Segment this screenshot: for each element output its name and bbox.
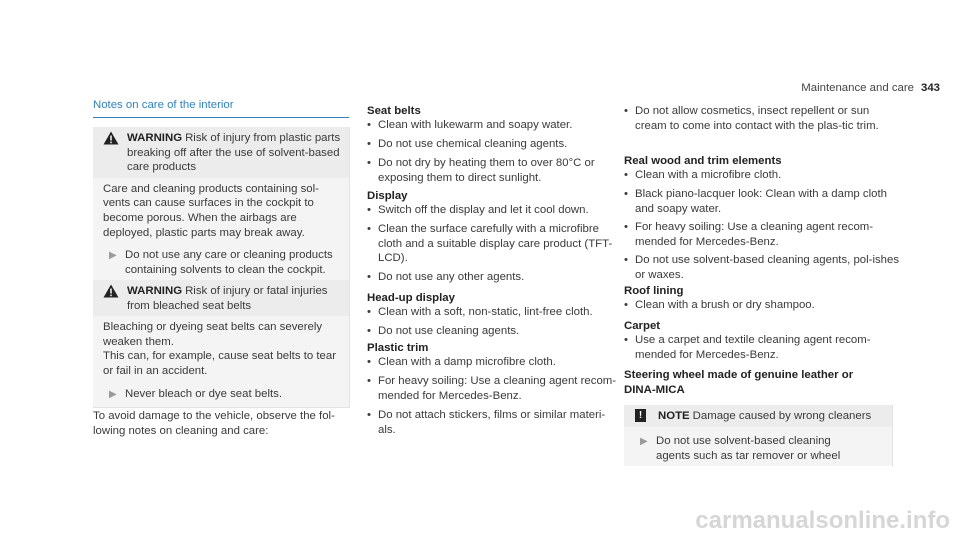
bullet-icon: • — [367, 271, 371, 283]
section-rule — [93, 117, 349, 118]
list-item — [367, 118, 618, 133]
warning-triangle-icon — [103, 131, 119, 145]
list-item — [624, 104, 903, 133]
section-title — [93, 98, 349, 115]
warning-label: WARNING — [127, 132, 183, 144]
list-item-text: Use a carpet and textile cleaning agent recom-mended for Mercedes-Benz. — [635, 334, 871, 361]
warning-text: Risk of injury or fatal injuries from bleached seat belts — [127, 285, 328, 312]
bullet-icon: • — [367, 223, 371, 235]
section-name: Maintenance and care — [801, 82, 914, 94]
list-item-text: Clean with a damp microfibre cloth. — [378, 356, 556, 368]
list-item — [367, 355, 618, 370]
bullet-icon: • — [367, 306, 371, 318]
list-item-text: Clean with lukewarm and soapy water. — [378, 119, 573, 131]
warning-explanation: Care and cleaning products containing sol-vents can cause surfaces in the cockpit to become porous. When the airbags are deployed, plastic parts may break away. — [103, 182, 319, 239]
warning-header — [93, 127, 349, 178]
list-item — [367, 324, 618, 339]
page-header — [760, 81, 940, 96]
heading-carpet: Carpet — [624, 320, 661, 332]
list-item — [624, 187, 903, 216]
warning-box-seat-belts — [93, 280, 350, 408]
warning-body — [93, 178, 349, 284]
list-item-text: For heavy soiling: Use a cleaning agent recom-mended for Mercedes-Benz. — [635, 221, 874, 248]
bullet-icon: • — [367, 119, 371, 131]
bullet-icon: • — [367, 356, 371, 368]
note-text: Damage caused by wrong cleaners — [692, 410, 872, 422]
bullet-icon: • — [624, 334, 628, 346]
list-item — [624, 298, 903, 313]
list-item-text: Switch off the display and let it cool down. — [378, 204, 589, 216]
arrow-bullet-icon: ▶ — [109, 250, 117, 262]
note-label: NOTE — [658, 410, 690, 422]
list-item — [367, 203, 618, 218]
heading-steering-wheel: Steering wheel made of genuine leather or DINA-MICA — [624, 369, 854, 396]
list-item — [367, 156, 618, 185]
list-item — [367, 305, 618, 320]
warning-explanation-2: This can, for example, cause seat belts to tear or fail in an accident. — [103, 350, 336, 377]
list-item-text: Clean with a soft, non-static, lint-free cloth. — [378, 306, 593, 318]
warning-label: WARNING — [127, 285, 183, 297]
list-item — [367, 408, 618, 437]
exclamation-icon: ! — [635, 409, 646, 422]
intro-paragraph: To avoid damage to the vehicle, observe the fol-lowing notes on cleaning and care: — [93, 410, 335, 437]
warning-body — [93, 316, 349, 407]
bullet-icon: • — [367, 204, 371, 216]
section-title-text: Notes on care of the interior — [93, 99, 234, 111]
bullet-icon: • — [367, 375, 371, 387]
list-item-text: Do not use cleaning agents. — [378, 325, 520, 337]
heading-seat-belts: Seat belts — [367, 105, 421, 117]
list-item-text: Do not dry by heating them to over 80°C or exposing them to direct sunlight. — [378, 157, 595, 184]
bullet-icon: • — [624, 299, 628, 311]
heading-plastic-trim: Plastic trim — [367, 342, 429, 354]
list-item-text: Do not use chemical cleaning agents. — [378, 138, 568, 150]
arrow-bullet-icon: ▶ — [640, 436, 648, 447]
page-number: 343 — [920, 82, 940, 94]
list-item — [367, 270, 618, 285]
heading-head-up-display: Head-up display — [367, 292, 455, 304]
list-item — [624, 253, 903, 282]
bullet-icon: • — [624, 221, 628, 233]
bullet-icon: • — [367, 325, 371, 337]
warning-header — [93, 280, 349, 316]
heading-real-wood: Real wood and trim elements — [624, 155, 782, 167]
warning-action-text: Never bleach or dye seat belts. — [125, 387, 283, 400]
list-item-text: Do not allow cosmetics, insect repellent or sun cream to come into contact with the plas-tic trim. — [635, 105, 879, 132]
bullet-icon: • — [367, 138, 371, 150]
heading-display: Display — [367, 190, 408, 202]
list-item — [367, 374, 618, 403]
bullet-icon: • — [624, 188, 628, 200]
warning-triangle-icon — [103, 284, 119, 298]
note-body — [624, 427, 892, 466]
bullet-icon: • — [624, 169, 628, 181]
arrow-bullet-icon: ▶ — [109, 388, 117, 400]
warning-text: Risk of injury from plastic parts breaking off after the use of solvent-based care products — [127, 132, 341, 174]
heading-roof-lining: Roof lining — [624, 285, 684, 297]
bullet-icon: • — [624, 105, 628, 117]
note-header — [624, 405, 892, 427]
bullet-icon: • — [624, 254, 628, 266]
list-item-text: For heavy soiling: Use a cleaning agent recom-mended for Mercedes-Benz. — [378, 375, 617, 402]
note-action-text: Do not use solvent-based cleaning agents such as tar remover or wheel — [656, 435, 841, 462]
note-action — [634, 434, 866, 463]
list-item-text: Black piano-lacquer look: Clean with a damp cloth and soapy water. — [635, 188, 887, 215]
list-item — [624, 168, 903, 183]
warning-box-solvents — [93, 127, 350, 284]
watermark: carmanualsonline.info — [695, 507, 950, 534]
list-item — [367, 137, 618, 152]
bullet-icon: • — [367, 157, 371, 169]
list-item-text: Clean with a microfibre cloth. — [635, 169, 782, 181]
list-item-text: Clean with a brush or dry shampoo. — [635, 299, 815, 311]
note-box — [624, 405, 893, 466]
warning-action-text: Do not use any care or cleaning products containing solvents to clean the cockpit. — [125, 249, 333, 276]
list-item — [367, 222, 618, 266]
list-item-text: Clean the surface carefully with a microfibre cloth and a suitable display care product (TFT-LCD). — [378, 223, 613, 265]
list-item-text: Do not attach stickers, films or similar materi-als. — [378, 409, 606, 436]
warning-action — [103, 248, 339, 277]
list-item — [624, 220, 903, 249]
warning-explanation-1: Bleaching or dyeing seat belts can severely weaken them. — [103, 321, 323, 348]
bullet-icon: • — [367, 409, 371, 421]
list-item-text: Do not use any other agents. — [378, 271, 525, 283]
list-item — [624, 333, 903, 362]
warning-action — [103, 387, 339, 402]
list-item-text: Do not use solvent-based cleaning agents, pol-ishes or waxes. — [635, 254, 900, 281]
